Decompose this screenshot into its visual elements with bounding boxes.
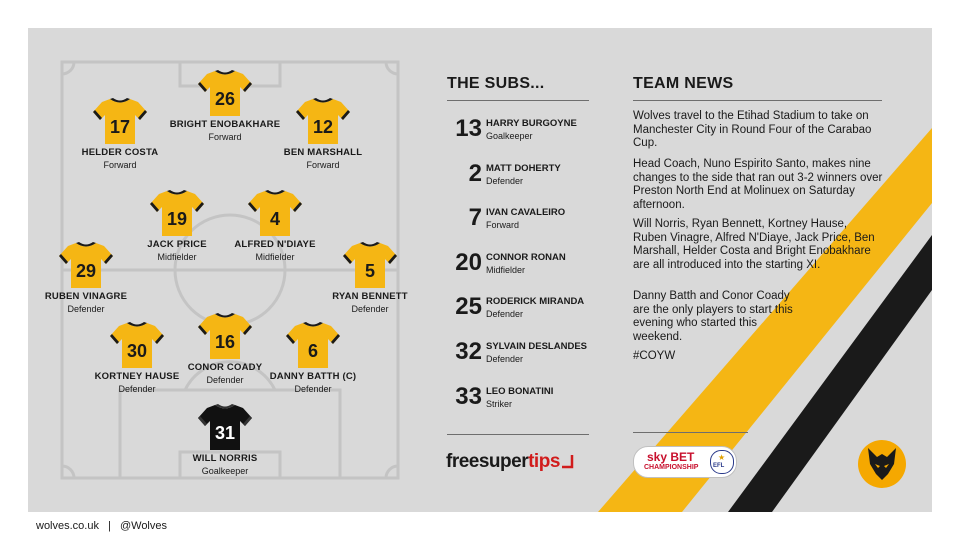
sub-position: Goalkeeper xyxy=(486,131,533,141)
player-position: Defender xyxy=(118,384,156,394)
news-paragraph: Danny Batth and Conor Coady are the only players to start this evening who started this weekend. xyxy=(633,290,793,343)
twitter-handle-link[interactable]: @Wolves xyxy=(119,520,167,532)
player-position: Defender xyxy=(206,375,244,385)
news-hashtag: #COYW xyxy=(633,350,676,362)
svg-text:31: 31 xyxy=(214,423,236,443)
svg-text:16: 16 xyxy=(214,332,236,352)
player-name: HELDER COSTA xyxy=(81,147,159,158)
player-card xyxy=(253,320,373,394)
player-position: Defender xyxy=(67,304,105,314)
sub-number: 32 xyxy=(455,338,482,365)
sub-number: 33 xyxy=(455,383,482,410)
player-name: RYAN BENNETT xyxy=(332,291,408,302)
sub-name: LEO BONATINI xyxy=(486,386,554,397)
sub-position: Defender xyxy=(486,309,524,319)
player-card xyxy=(263,96,383,170)
svg-text:30: 30 xyxy=(126,341,148,361)
player-position: Defender xyxy=(351,304,389,314)
shirt-icon xyxy=(263,96,383,146)
sub-item xyxy=(448,383,598,419)
news-paragraph: Will Norris, Ryan Bennett, Kortney Hause, Ruben Vinagre, Alfred N'Diaye, Jack Price, Ben Marshall, Helder Costa and Bright Enobakhare are all introduced into the starting XI. xyxy=(633,218,875,271)
shirt-icon xyxy=(165,402,285,452)
svg-text:19: 19 xyxy=(166,209,188,229)
svg-text:5: 5 xyxy=(364,261,376,281)
sub-position: Midfielder xyxy=(486,265,526,275)
svg-text:6: 6 xyxy=(307,341,319,361)
sub-number: 20 xyxy=(455,249,482,276)
footer xyxy=(36,520,167,532)
sub-name: CONNOR RONAN xyxy=(486,252,566,263)
team-news-rule xyxy=(633,100,882,101)
sub-name: HARRY BURGOYNE xyxy=(486,118,577,129)
shirt-icon xyxy=(215,188,335,238)
player-position: Forward xyxy=(306,160,340,170)
shirt-icon xyxy=(310,240,430,290)
player-name: ALFRED N'DIAYE xyxy=(234,239,316,250)
news-paragraph: Head Coach, Nuno Espirito Santo, makes nine changes to the side that ran out 3-2 winners over Preston North End at Molinuex on Saturday afternoon. xyxy=(633,158,883,211)
sub-position: Striker xyxy=(486,399,513,409)
player-card xyxy=(60,96,180,170)
sub-name: RODERICK MIRANDA xyxy=(486,296,585,307)
sky-bet-text: sky BET xyxy=(647,450,695,464)
player-name: JACK PRICE xyxy=(147,239,207,250)
shirt-icon xyxy=(253,320,373,370)
player-position: Forward xyxy=(103,160,137,170)
player-name: KORTNEY HAUSE xyxy=(94,371,180,382)
player-card xyxy=(310,240,430,314)
subs-rule xyxy=(447,100,589,101)
player-position: Midfielder xyxy=(157,252,197,262)
player-name: RUBEN VINAGRE xyxy=(44,291,128,302)
sub-number: 2 xyxy=(468,160,482,187)
freesupertips-logo xyxy=(446,451,574,473)
sub-name: IVAN CAVALEIRO xyxy=(486,207,566,218)
player-name: BEN MARSHALL xyxy=(283,147,363,158)
sub-item xyxy=(448,204,598,240)
sub-position: Defender xyxy=(486,176,524,186)
player-position: Defender xyxy=(294,384,332,394)
subs-title: THE SUBS... xyxy=(447,75,545,92)
player-position: Goalkeeper xyxy=(201,466,249,476)
sub-position: Forward xyxy=(486,220,520,230)
svg-text:26: 26 xyxy=(214,89,236,109)
sub-name: MATT DOHERTY xyxy=(486,163,561,174)
sub-item xyxy=(448,338,598,374)
wolf-head-icon xyxy=(858,440,906,488)
team-news-bottom-rule xyxy=(633,432,748,433)
website-link[interactable]: wolves.co.uk xyxy=(36,520,99,532)
svg-text:4: 4 xyxy=(269,209,281,229)
sub-number: 7 xyxy=(468,204,482,231)
player-name: WILL NORRIS xyxy=(192,453,258,464)
player-position: Midfielder xyxy=(255,252,295,262)
sponsor-text-2: tips xyxy=(528,451,560,472)
svg-text:12: 12 xyxy=(312,117,334,137)
shirt-icon xyxy=(60,96,180,146)
sub-item xyxy=(448,160,598,196)
footer-separator: | xyxy=(108,520,111,532)
sub-name: SYLVAIN DESLANDES xyxy=(486,341,587,352)
svg-text:17: 17 xyxy=(109,117,131,137)
svg-text:29: 29 xyxy=(75,261,97,281)
subs-bottom-rule xyxy=(447,434,589,435)
team-news-title: TEAM NEWS xyxy=(633,75,734,92)
news-paragraph: Wolves travel to the Etihad Stadium to take on Manchester City in Round Four of the Carabao Cup. xyxy=(633,110,872,149)
sub-item xyxy=(448,115,598,151)
player-position: Forward xyxy=(208,132,242,142)
sub-item xyxy=(448,293,598,329)
sub-position: Defender xyxy=(486,354,524,364)
championship-text: CHAMPIONSHIP xyxy=(644,464,699,471)
player-card xyxy=(165,402,285,476)
efl-text: EFL xyxy=(713,463,725,469)
sub-item xyxy=(448,249,598,285)
player-name: DANNY BATTH (C) xyxy=(269,371,357,382)
sponsor-mark-icon xyxy=(560,453,574,469)
sky-bet-championship-logo xyxy=(633,446,737,478)
player-card xyxy=(26,240,146,314)
shirt-icon xyxy=(26,240,146,290)
player-name: BRIGHT ENOBAKHARE xyxy=(169,119,281,130)
efl-badge-icon: ★ EFL xyxy=(710,450,734,474)
player-name: CONOR COADY xyxy=(187,362,263,373)
sponsor-text-1: freesuper xyxy=(446,451,529,472)
sub-number: 13 xyxy=(455,115,482,142)
sub-number: 25 xyxy=(455,293,482,320)
